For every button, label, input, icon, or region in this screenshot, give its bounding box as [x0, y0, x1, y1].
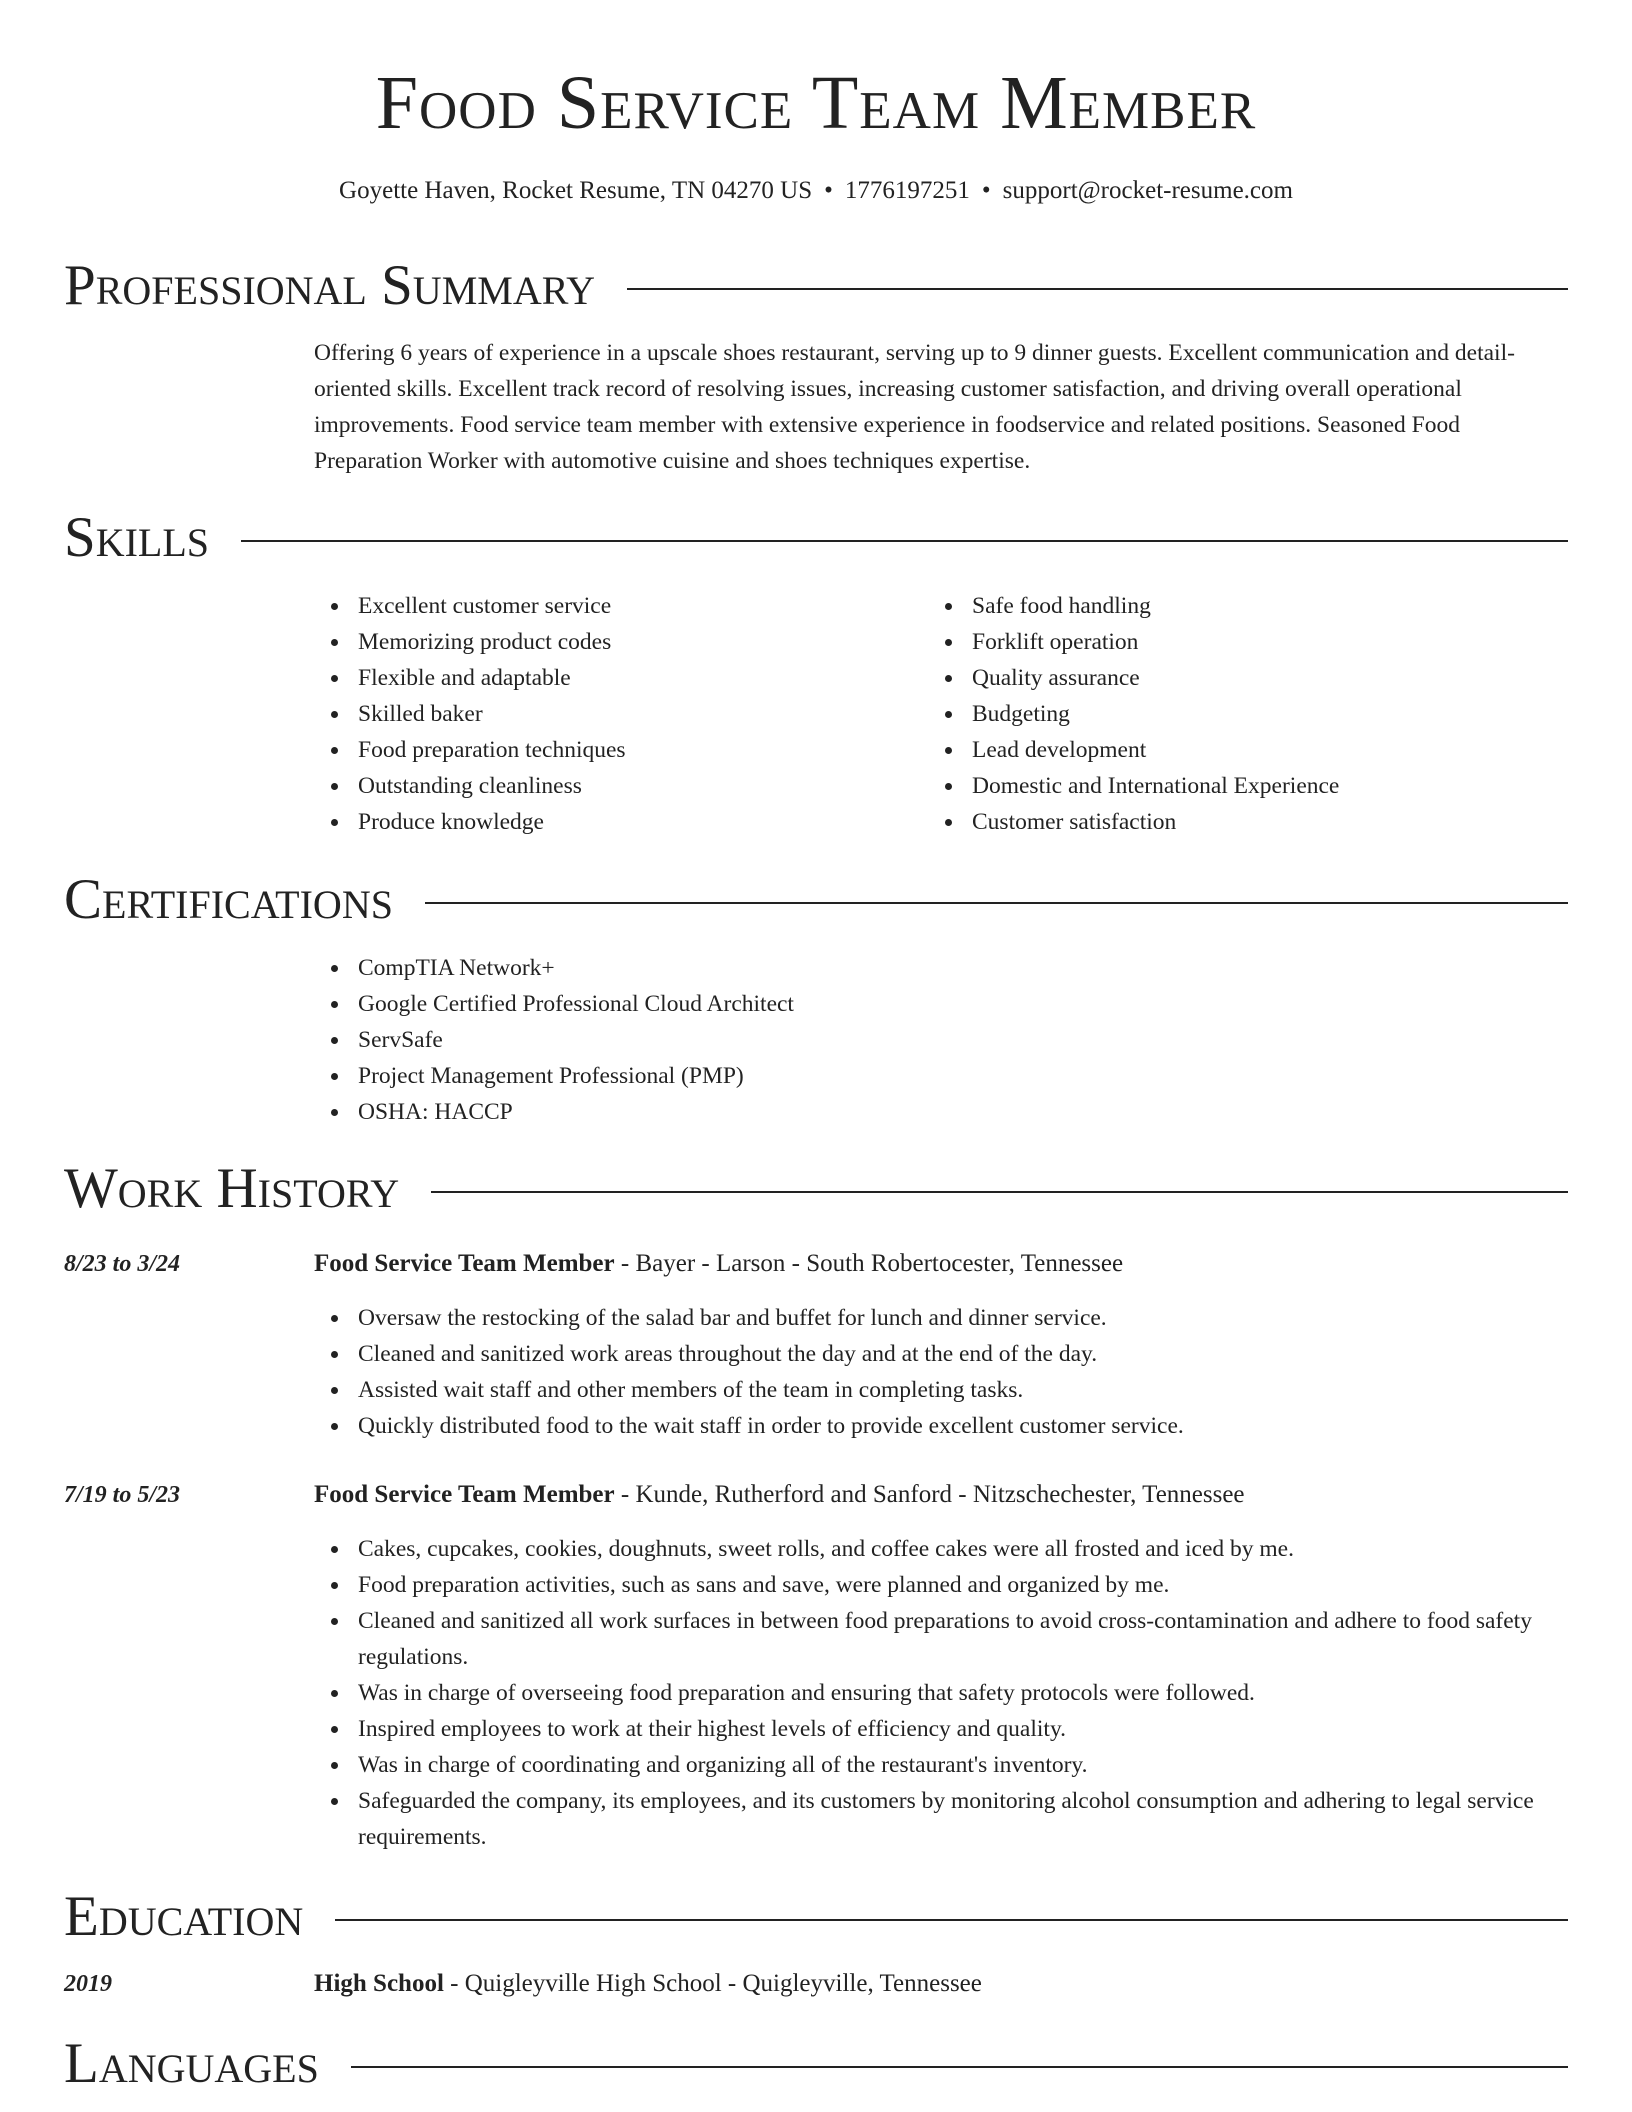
skills-column-left	[314, 588, 914, 840]
skill-item: Safe food handling	[928, 588, 1528, 624]
certification-item: CompTIA Network+	[314, 950, 1568, 986]
section-divider	[351, 2066, 1568, 2068]
job-bullets	[314, 1531, 1568, 1855]
contact-separator: •	[981, 177, 991, 204]
skill-item: Forklift operation	[928, 624, 1528, 660]
section-divider	[425, 902, 1568, 904]
skill-item: Outstanding cleanliness	[314, 768, 914, 804]
education-line	[314, 1966, 1568, 2002]
job-dates: 8/23 to 3/24	[64, 1251, 181, 1277]
job-bullet: Inspired employees to work at their highest levels of efficiency and quality.	[314, 1711, 1568, 1747]
job-bullet: Safeguarded the company, its employees, and its customers by monitoring alcohol consumption and adhering to legal service requirements.	[314, 1783, 1568, 1855]
job-bullet: Food preparation activities, such as sans and save, were planned and organized by me.	[314, 1567, 1568, 1603]
education-details: - Quigleyville High School - Quigleyville, Tennessee	[443, 1970, 982, 1997]
job-details: - Bayer - Larson - South Robertocester, Tennessee	[614, 1250, 1124, 1277]
certification-item: Google Certified Professional Cloud Architect	[314, 986, 1568, 1022]
skills-column-right	[928, 588, 1528, 840]
skill-item: Memorizing product codes	[314, 624, 914, 660]
job-bullet: Cakes, cupcakes, cookies, doughnuts, sweet rolls, and coffee cakes were all frosted and iced by me.	[314, 1531, 1568, 1567]
job-title-line	[314, 1477, 1568, 1513]
skill-item: Skilled baker	[314, 696, 914, 732]
skill-item: Lead development	[928, 732, 1528, 768]
skill-item: Quality assurance	[928, 660, 1528, 696]
certification-item: ServSafe	[314, 1022, 1568, 1058]
section-languages-heading	[64, 2032, 1568, 2096]
job-dates: 7/19 to 5/23	[64, 1482, 181, 1508]
job-bullet: Assisted wait staff and other members of the team in completing tasks.	[314, 1372, 1568, 1408]
skill-item: Excellent customer service	[314, 588, 914, 624]
section-certifications-heading	[64, 868, 1568, 932]
skill-item: Domestic and International Experience	[928, 768, 1528, 804]
job-bullets	[314, 1300, 1568, 1444]
job-bullet: Cleaned and sanitized work areas throughout the day and at the end of the day.	[314, 1336, 1568, 1372]
section-summary-heading	[64, 254, 1568, 318]
resume-name: Food Service Team Member	[375, 61, 1257, 145]
job-title-line	[314, 1246, 1568, 1282]
contact-phone: 1776197251	[844, 177, 970, 204]
skill-item: Flexible and adaptable	[314, 660, 914, 696]
job-bullet: Cleaned and sanitized all work surfaces in between food preparations to avoid cross-contamination and adhere to food safety regulations.	[314, 1603, 1568, 1675]
job-details: - Kunde, Rutherford and Sanford - Nitzschechester, Tennessee	[614, 1481, 1245, 1508]
skill-item: Produce knowledge	[314, 804, 914, 840]
contact-separator: •	[824, 177, 833, 204]
certifications-list	[314, 950, 1568, 1130]
job-bullet: Quickly distributed food to the wait staff in order to provide excellent customer service.	[314, 1408, 1568, 1444]
section-divider	[431, 1191, 1568, 1193]
contact-address: Goyette Haven, Rocket Resume, TN 04270 US	[339, 177, 813, 204]
skill-item: Food preparation techniques	[314, 732, 914, 768]
section-title: Skills	[64, 506, 210, 569]
skill-item: Budgeting	[928, 696, 1528, 732]
section-title: Certifications	[64, 868, 393, 931]
section-divider	[627, 288, 1568, 290]
job-bullet: Oversaw the restocking of the salad bar and buffet for lunch and dinner service.	[314, 1300, 1568, 1336]
job-bullet: Was in charge of overseeing food preparation and ensuring that safety protocols were followed.	[314, 1675, 1568, 1711]
job-role: Food Service Team Member	[314, 1481, 615, 1508]
education-degree: High School	[314, 1970, 444, 1997]
job-role: Food Service Team Member	[314, 1250, 615, 1277]
section-divider	[241, 540, 1568, 542]
summary-text: Offering 6 years of experience in a upscale shoes restaurant, serving up to 9 dinner guests. Excellent communication and detail-oriented skills. Excellent track record of resolving issues, increasing customer satisfaction, and driving overall operational improvements. Food service team member with extensive experience in foodservice and related positions. Seasoned Food Preparation Worker with automotive cuisine and shoes techniques expertise.	[314, 340, 1515, 474]
section-divider	[335, 1919, 1568, 1921]
section-title: Languages	[64, 2032, 319, 2095]
contact-email: support@rocket-resume.com	[1002, 177, 1293, 204]
section-title: Education	[64, 1885, 304, 1948]
certification-item: OSHA: HACCP	[314, 1094, 1568, 1130]
section-title: Work History	[64, 1157, 400, 1220]
section-skills-heading	[64, 506, 1568, 570]
education-year: 2019	[64, 1971, 112, 1997]
contact-line	[0, 174, 1632, 208]
section-work-heading	[64, 1157, 1568, 1221]
certification-item: Project Management Professional (PMP)	[314, 1058, 1568, 1094]
skill-item: Customer satisfaction	[928, 804, 1528, 840]
job-bullet: Was in charge of coordinating and organizing all of the restaurant's inventory.	[314, 1747, 1568, 1783]
section-title: Professional Summary	[64, 254, 596, 317]
section-education-heading	[64, 1885, 1568, 1949]
